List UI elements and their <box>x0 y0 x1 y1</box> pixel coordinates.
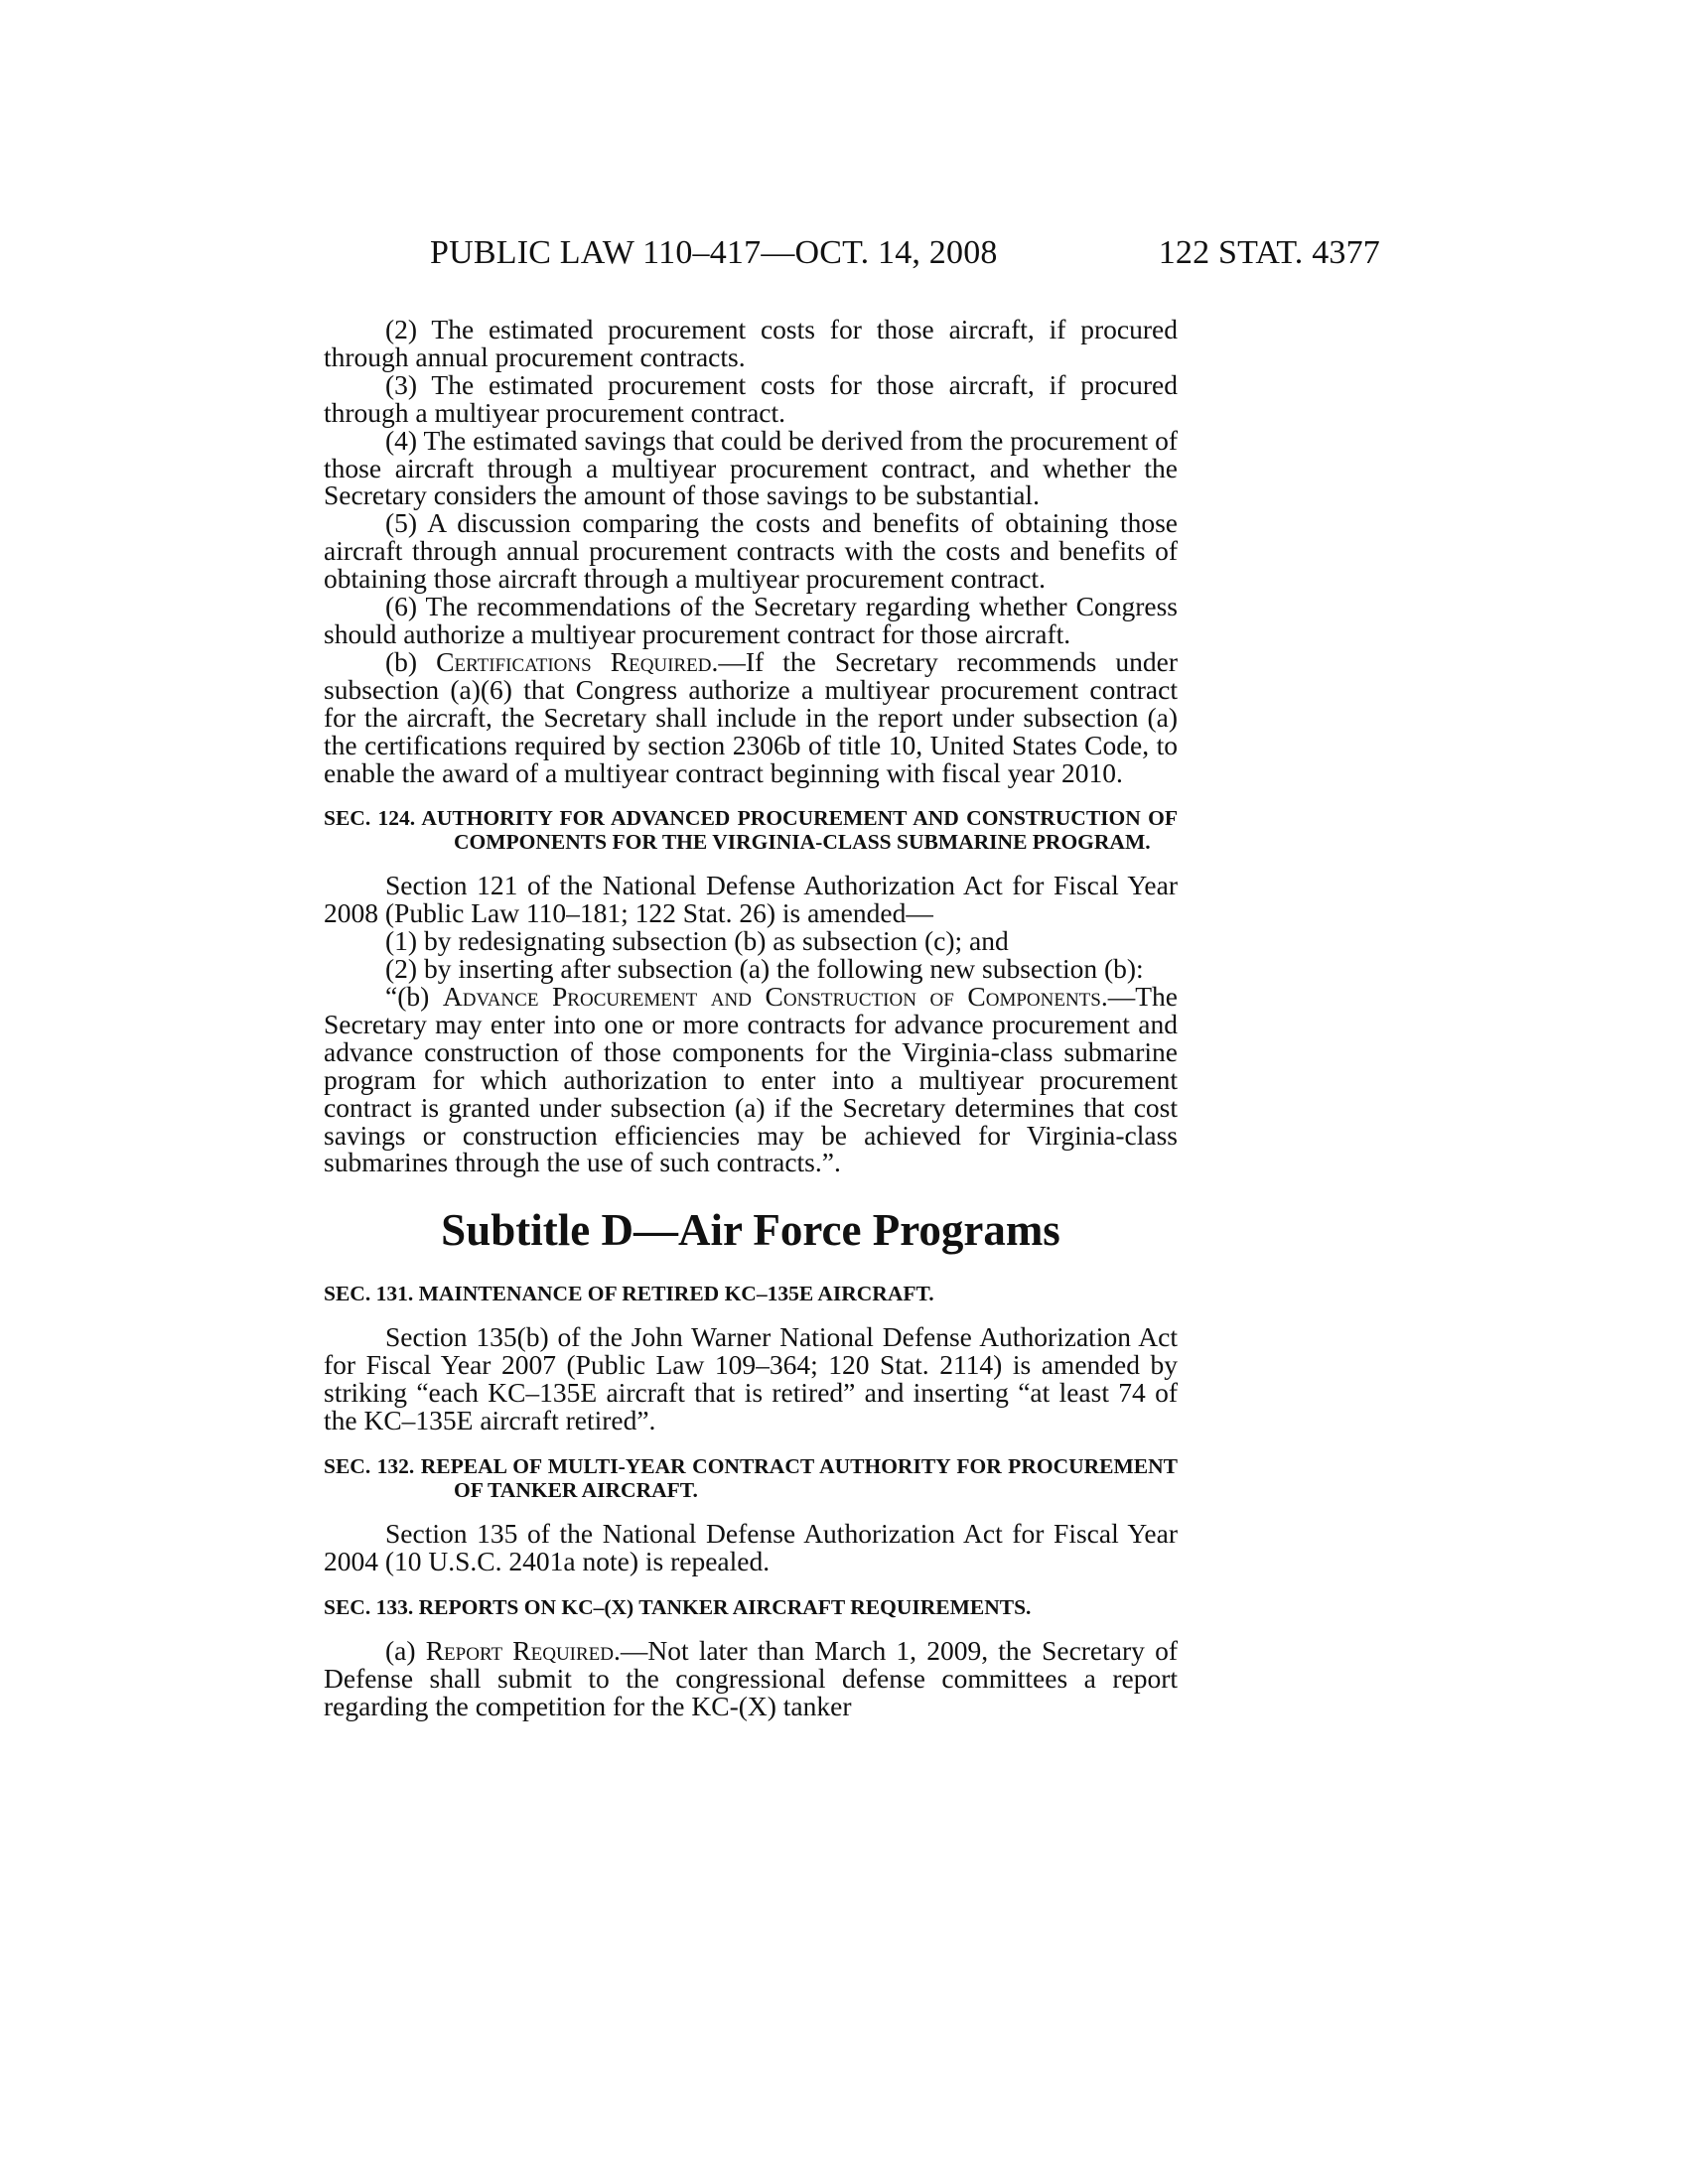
section-124-item-2: (2) by inserting after subsection (a) the following new subsection (b): <box>385 953 1144 985</box>
quote-heading: Advance Procurement and Construction of Components <box>442 981 1101 1013</box>
paragraph-item-2: (2) The estimated procurement costs for those aircraft, if procured through annual procurement contracts. <box>324 314 1178 372</box>
section-131-body: Section 135(b) of the John Warner National Defense Authorization Act for Fiscal Year 2007 (Public Law 109–364; 120 Stat. 2114) is amended by striking “each KC–135E aircraft that is retired” and inserting “at least 74 of the KC–135E aircraft retired”. <box>324 1321 1178 1436</box>
section-133-report-required <box>324 1634 1178 1721</box>
section-133-heading: SEC. 133. REPORTS ON KC–(X) TANKER AIRCRAFT REQUIREMENTS. <box>324 1594 1032 1619</box>
quote-body: .—The Secretary may enter into one or more contracts for advance procurement and advance construction of those components for the Virginia-class submarine program for which authorization to enter into a multiyear procurement contract is granted under subsection (a) if the Secretary determines that cost savings or construction efficiencies may be achieved for Virginia-class submarines through the use of such contracts.”. <box>324 981 1178 1178</box>
section-124-heading: SEC. 124. AUTHORITY FOR ADVANCED PROCUREMENT AND CONSTRUCTION OF COMPONENTS FOR THE VIRGINIA-CLASS SUBMARINE PROGRAM. <box>324 806 1178 855</box>
section-124-item-1: (1) by redesignating subsection (b) as subsection (c); and <box>385 925 1009 957</box>
paragraph-item-3: (3) The estimated procurement costs for those aircraft, if procured through a multiyear procurement contract. <box>324 368 1178 428</box>
section-132-body: Section 135 of the National Defense Authorization Act for Fiscal Year 2004 (10 U.S.C. 2401a note) is repealed. <box>324 1518 1178 1576</box>
section-124-intro: Section 121 of the National Defense Authorization Act for Fiscal Year 2008 (Public Law 110–181; 122 Stat. 26) is amended— <box>324 870 1178 929</box>
report-body: .—Not later than March 1, 2009, the Secretary of Defense shall submit to the congressional defense committees a report regarding the competition for the KC-(X) tanker <box>324 1634 1178 1721</box>
subtitle-heading: Subtitle D—Air Force Programs <box>441 1205 1060 1256</box>
report-prefix: (a) <box>385 1634 426 1666</box>
paragraph-item-6: (6) The recommendations of the Secretary regarding whether Congress should authorize a multiyear procurement contract for those aircraft. <box>324 591 1178 649</box>
report-heading: Report Required <box>425 1634 615 1666</box>
document-body <box>324 316 1178 1720</box>
section-124-quoted-subsection <box>324 983 1178 1176</box>
paragraph-certifications <box>324 645 1178 788</box>
cert-body: .—If the Secretary recommends under subsection (a)(6) that Congress authorize a multiyear procurement contract for the aircraft, the Secretary shall include in the report under subsection (a) the certifications required by section 2306b of title 10, United States Code, to enable the award of a multiyear contract beginning with fiscal year 2010. <box>324 645 1178 788</box>
cert-prefix: (b) <box>385 645 437 677</box>
header-stat-page: 122 STAT. 4377 <box>1158 234 1380 271</box>
paragraph-item-5: (5) A discussion comparing the costs and benefits of obtaining those aircraft through annual procurement contracts with the costs and benefits of obtaining those aircraft through a multiyear procurement contract. <box>324 507 1178 595</box>
section-131-heading: SEC. 131. MAINTENANCE OF RETIRED KC–135E AIRCRAFT. <box>324 1282 934 1306</box>
paragraph-item-4: (4) The estimated savings that could be derived from the procurement of those aircraft through a multiyear procurement contract, and whether the Secretary considers the amount of those savings to be substantial. <box>324 424 1178 511</box>
quote-prefix: “(b) <box>385 981 443 1013</box>
section-132-heading: SEC. 132. REPEAL OF MULTI-YEAR CONTRACT AUTHORITY FOR PROCUREMENT OF TANKER AIRCRAFT. <box>324 1454 1178 1502</box>
running-header <box>430 234 1380 284</box>
header-law-citation: PUBLIC LAW 110–417—OCT. 14, 2008 <box>430 234 998 271</box>
cert-heading: Certifications Required <box>436 645 712 677</box>
